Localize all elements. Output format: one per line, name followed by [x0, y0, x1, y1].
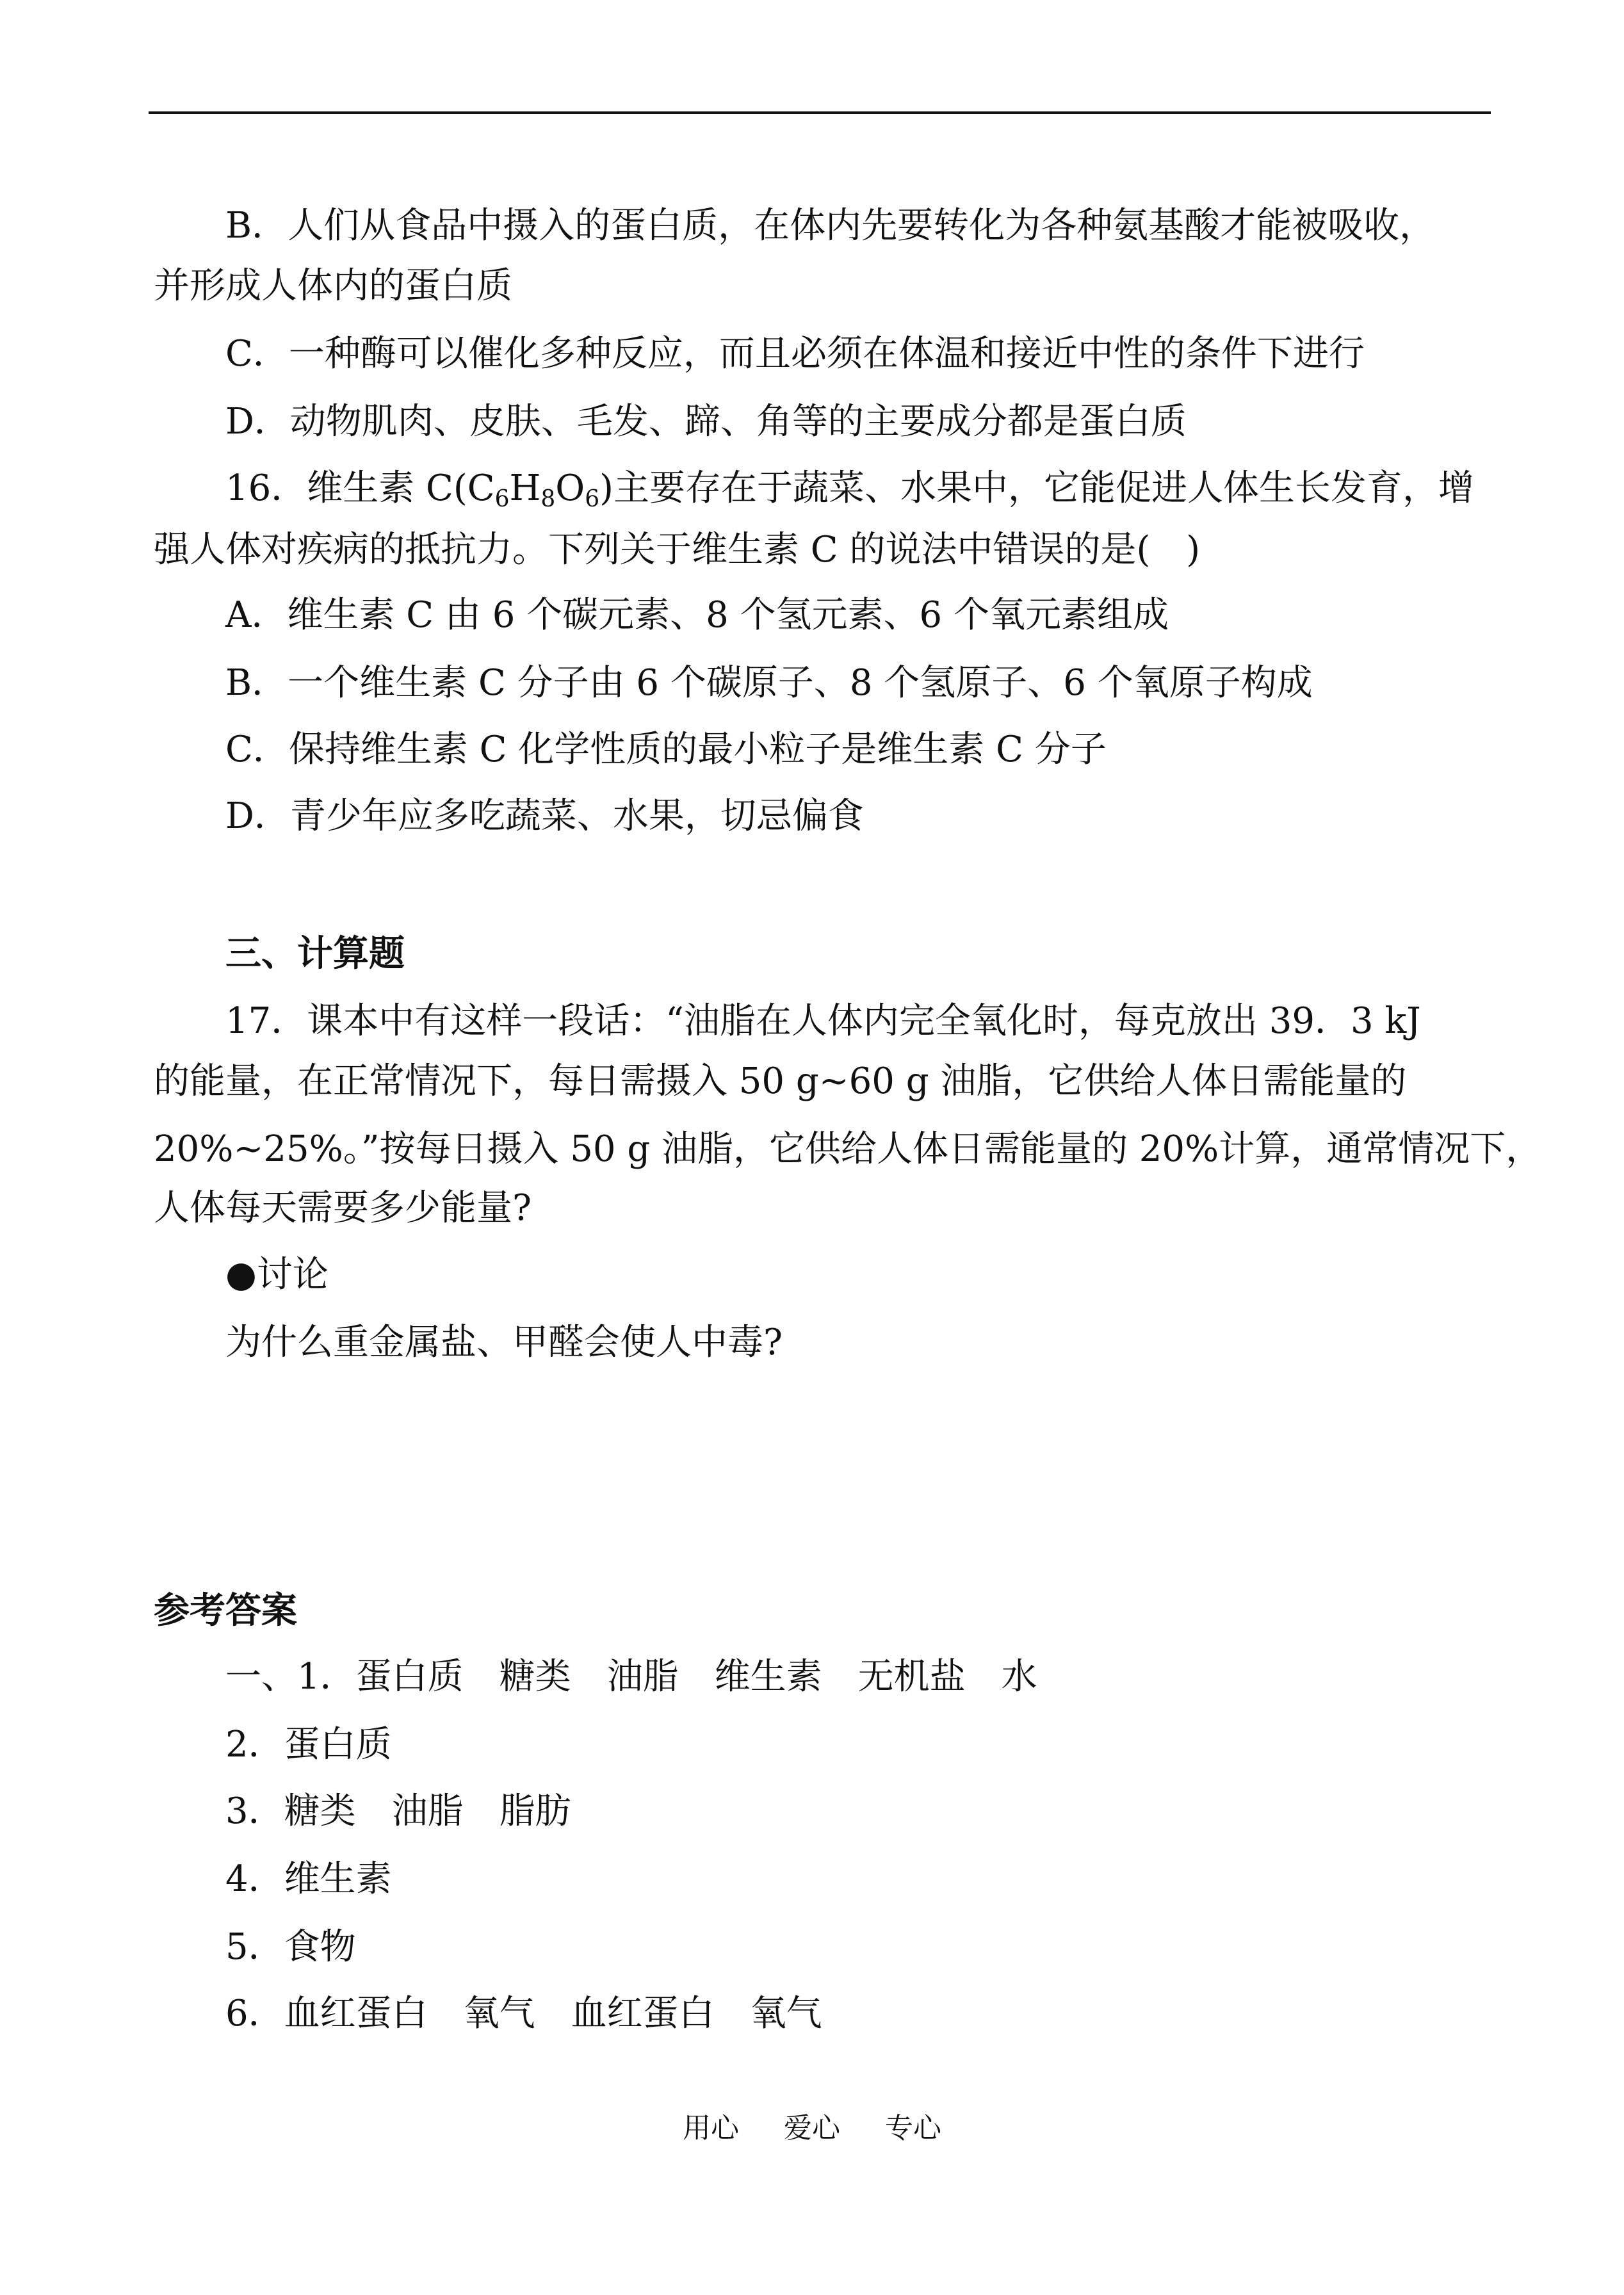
page-footer [0, 2111, 1624, 2146]
answer-1: 一、1．蛋白质 糖类 油脂 维生素 无机盐 水 [225, 1656, 1037, 1698]
q16-stem-line2: 强人体对疾病的抵抗力。下列关于维生素 C 的说法中错误的是( ) [154, 529, 1201, 571]
formula-sub-o: 6 [585, 486, 600, 512]
formula-sub-h: 8 [540, 486, 556, 512]
q17-line3: 20%~25%。”按每日摄入 50 g 油脂，它供给人体日需能量的 20%计算，通常情况下， [154, 1128, 1542, 1170]
formula-h: H [509, 467, 541, 509]
footer-item-2: 爱心 [784, 2112, 840, 2145]
discussion-question: 为什么重金属盐、甲醛会使人中毒? [225, 1322, 783, 1363]
q17-line4: 人体每天需要多少能量? [154, 1187, 532, 1229]
q16-option-d: D．青少年应多吃蔬菜、水果，切忌偏食 [225, 795, 864, 837]
q16-option-b: B．一个维生素 C 分子由 6 个碳原子、8 个氢原子、6 个氧原子构成 [225, 662, 1313, 704]
q17-line1: 17．课本中有这样一段话：“油脂在人体内完全氧化时，每克放出 39．3 kJ [225, 1000, 1421, 1042]
q16-stem-prefix: 16．维生素 C(C [225, 467, 495, 509]
q15-option-b-line2: 并形成人体内的蛋白质 [154, 265, 512, 307]
q15-option-c: C．一种酶可以催化多种反应，而且必须在体温和接近中性的条件下进行 [225, 333, 1365, 375]
q15-option-b-line1: B．人们从食品中摄入的蛋白质，在体内先要转化为各种氨基酸才能被吸收， [225, 205, 1436, 247]
q16-option-a: A．维生素 C 由 6 个碳元素、8 个氢元素、6 个氧元素组成 [225, 594, 1169, 636]
q16-stem-line1 [225, 466, 1474, 511]
answer-5: 5．食物 [225, 1926, 356, 1968]
header-rule [149, 111, 1491, 114]
q17-line2: 的能量，在正常情况下，每日需摄入 50 g~60 g 油脂，它供给人体日需能量的 [154, 1060, 1407, 1102]
section-3-title: 三、计算题 [225, 932, 405, 975]
footer-item-3: 专心 [885, 2112, 941, 2145]
formula-o: O [555, 467, 585, 509]
answer-4: 4．维生素 [225, 1858, 392, 1900]
formula-sub-c: 6 [494, 486, 510, 512]
answer-3: 3．糖类 油脂 脂肪 [225, 1790, 571, 1832]
q16-stem-suffix: )主要存在于蔬菜、水果中，它能促进人体生长发育，增 [599, 467, 1474, 509]
answer-6: 6．血红蛋白 氧气 血红蛋白 氧气 [225, 1993, 822, 2034]
discussion-title: ●讨论 [225, 1254, 329, 1295]
footer-item-1: 用心 [683, 2112, 739, 2145]
q15-option-d: D．动物肌肉、皮肤、毛发、蹄、角等的主要成分都是蛋白质 [225, 401, 1187, 442]
q16-option-c: C．保持维生素 C 化学性质的最小粒子是维生素 C 分子 [225, 729, 1107, 770]
answers-title: 参考答案 [154, 1589, 297, 1632]
answer-2: 2．蛋白质 [225, 1724, 392, 1765]
